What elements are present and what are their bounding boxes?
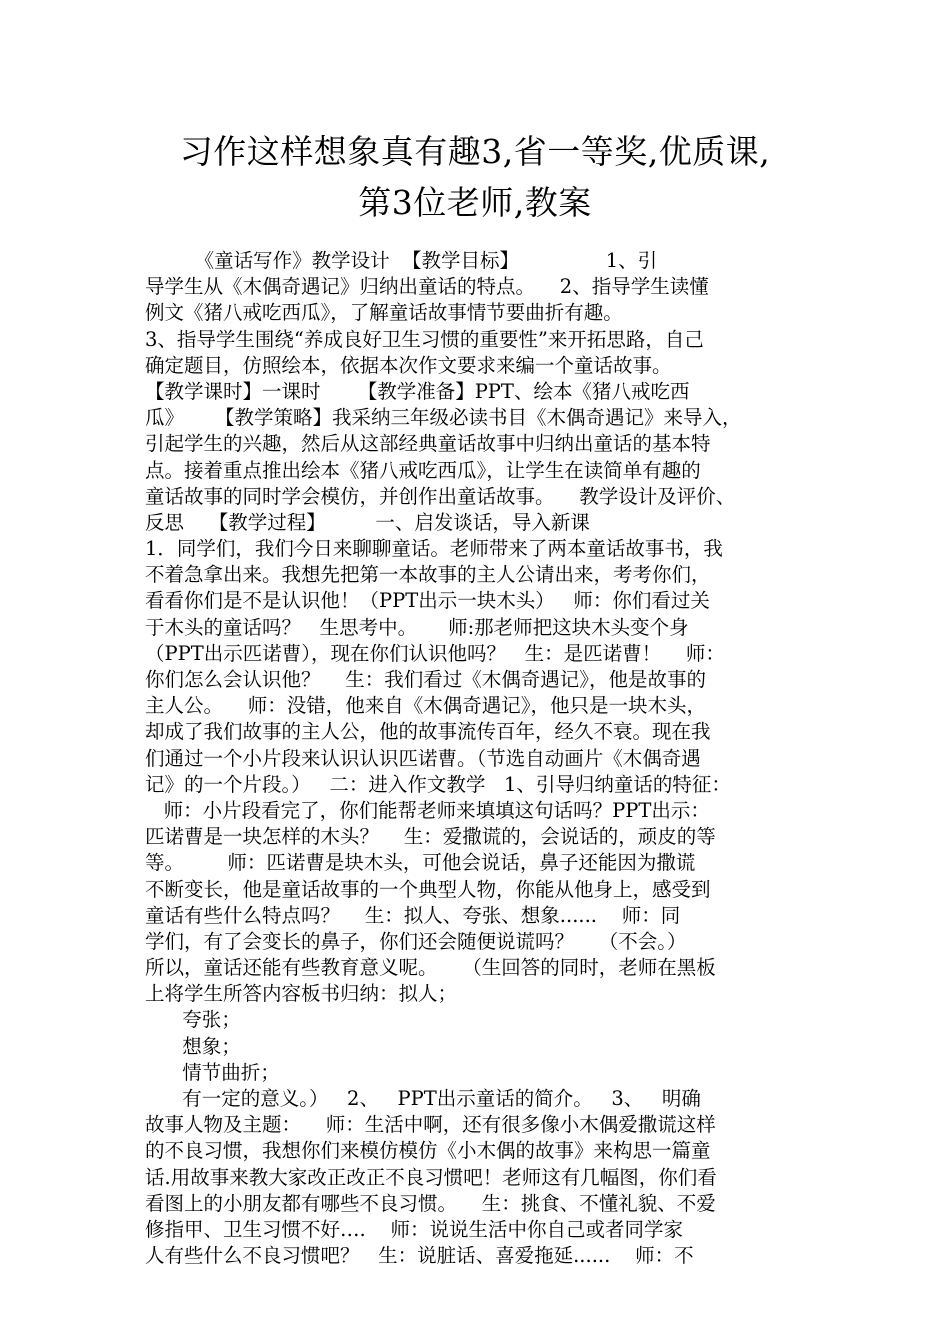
body-line: 反思 【教学过程】 一、启发谈话，导入新课 xyxy=(145,510,590,534)
body-line: 匹诺曹是一块怎样的木头？ 生：爱撒谎的，会说话的，顽皮的等 xyxy=(145,825,716,849)
body-line: 上将学生所答内容板书归纳：拟人； xyxy=(145,982,458,1006)
body-line: 看看你们是不是认识他！（PPT出示一块木头） 师：你们看过关 xyxy=(145,589,710,613)
body-line: 确定题目，仿照绘本，依据本次作文要求来编一个童话故事。 xyxy=(145,353,672,377)
body-line: 引起学生的兴趣，然后从这部经典童话故事中归纳出童话的基本特 xyxy=(145,432,711,456)
document-body xyxy=(145,248,825,1269)
body-line: 3、指导学生围绕“养成良好卫生习惯的重要性”来开拓思路，自己 xyxy=(145,327,704,351)
body-line: 不着急拿出来。我想先把第一本故事的主人公请出来，考考你们， xyxy=(145,563,711,587)
document-title xyxy=(100,126,850,228)
body-line: 【教学课时】一课时 【教学准备】PPT、绘本《猪八戒吃西 xyxy=(145,379,690,403)
body-line: 故事人物及主题： 师：生活中啊，还有很多像小木偶爱撒谎这样 xyxy=(145,1113,716,1137)
body-line: 《童话写作》教学设计 【教学目标】 1、引 xyxy=(145,249,658,272)
body-line: 童话故事的同时学会模仿，并创作出童话故事。 教学设计及评价、 xyxy=(145,484,736,508)
body-line: 1．同学们，我们今日来聊聊童话。老师带来了两本童话故事书，我 xyxy=(145,537,723,561)
body-line: 例文《猪八戒吃西瓜》，了解童话故事情节要曲折有趣。 xyxy=(145,301,623,325)
body-line: （PPT出示匹诺曹），现在你们认识他吗？ 生：是匹诺曹！ 师： xyxy=(145,641,725,665)
body-line: 看图上的小朋友都有哪些不良习惯。 生：挑食、不懂礼貌、不爱 xyxy=(145,1191,716,1215)
body-line: 你们怎么会认识他？ 生：我们看过《木偶奇遇记》，他是故事的 xyxy=(145,668,707,691)
body-line: 话.用故事来教大家改正改正不良习惯吧！老师这有几幅图，你们看 xyxy=(145,1165,717,1189)
body-line: 人有些什么不良习惯吧？ 生：说脏话、喜爱拖延...... 师：不 xyxy=(145,1244,694,1268)
body-line: 师：小片段看完了，你们能帮老师来填填这句话吗？PPT出示： xyxy=(145,798,710,822)
body-line: 所以，童话还能有些教育意义呢。 （生回答的同时，老师在黑板 xyxy=(145,956,716,980)
body-line: 瓜》 【教学策略】我采纳三年级必读书目《木偶奇遇记》来导入， xyxy=(145,406,742,430)
body-line: 却成了我们故事的主人公，他的故事流传百年，经久不衰。现在我 xyxy=(145,720,711,744)
body-line: 修指甲、卫生习惯不好…. 师：说说生活中你自己或者同学家 xyxy=(145,1217,683,1241)
body-line: 主人公。 师：没错，他来自《木偶奇遇记》，他只是一块木头， xyxy=(145,694,707,718)
body-line: 有一定的意义。） 2、 PPT出示童话的简介。 3、 明确 xyxy=(145,1087,701,1110)
body-line: 导学生从《木偶奇遇记》归纳出童话的特点。 2、指导学生读懂 xyxy=(145,275,709,299)
body-line: 童话有些什么特点吗？ 生：拟人、夸张、想象...... 师：同 xyxy=(145,903,681,927)
body-line: 学们，有了会变长的鼻子，你们还会随便说谎吗？ （不会。） xyxy=(145,929,687,953)
body-line: 等。 师：匹诺曹是块木头，可他会说话，鼻子还能因为撒谎 xyxy=(145,851,696,875)
body-line: 于木头的童话吗？ 生思考中。 师:那老师把这块木头变个身 xyxy=(145,615,689,639)
body-line: 情节曲折； xyxy=(145,1060,280,1084)
body-line: 点。接着重点推出绘本《猪八戒吃西瓜》，让学生在读简单有趣的 xyxy=(145,458,701,482)
title-line: 习作这样想象真有趣3,省一等奖,优质课, xyxy=(179,132,771,171)
body-line: 想象； xyxy=(145,1034,241,1058)
title-line: 第3位老师,教案 xyxy=(358,183,592,222)
body-line: 记》的一个片段。） 二：进入作文教学 1、引导归纳童话的特征： xyxy=(145,772,731,796)
body-line: 夸张； xyxy=(145,1008,241,1032)
body-line: 们通过一个小片段来认识认识匹诺曹。（节选自动画片《木偶奇遇 xyxy=(145,746,701,770)
body-line: 的不良习惯，我想你们来模仿模仿《小木偶的故事》来构思一篇童 xyxy=(145,1139,711,1163)
body-line: 不断变长，他是童话故事的一个典型人物，你能从他身上，感受到 xyxy=(145,877,711,901)
